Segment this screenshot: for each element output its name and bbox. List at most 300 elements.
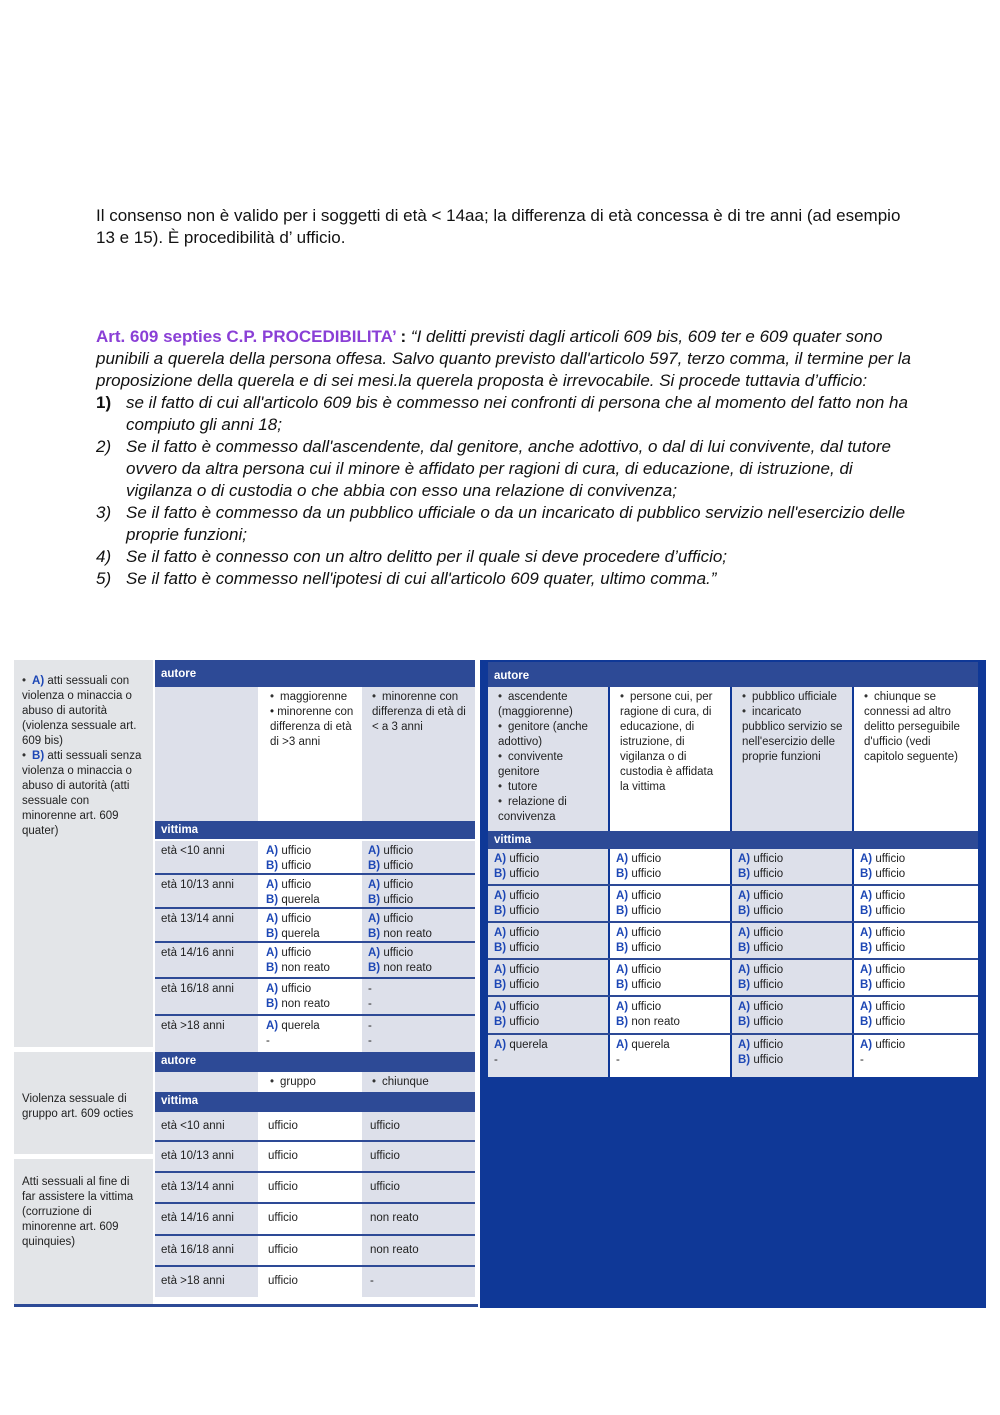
cell-line: [266, 1034, 354, 1049]
autore-text: tutore: [508, 781, 538, 793]
value-cell: [362, 943, 475, 977]
value-cell: ufficio: [362, 1112, 475, 1140]
value-cell: ufficio: [260, 1142, 360, 1171]
cell-value: ufficio: [383, 860, 414, 872]
cell-line: [738, 889, 846, 904]
value-cell: [732, 1035, 852, 1077]
age-cell: età 14/16 anni: [155, 1204, 258, 1234]
case-letter: A): [368, 879, 381, 891]
value-cell: ufficio: [362, 1142, 475, 1171]
value-cell: [362, 1016, 475, 1052]
cell-line: [266, 997, 354, 1012]
value-cell: non reato: [362, 1204, 475, 1234]
article-609-septies: [96, 326, 916, 590]
cell-line: [738, 867, 846, 882]
autore-item: [494, 795, 602, 825]
letter-a: A): [32, 675, 45, 687]
value-cell: -: [362, 1267, 475, 1297]
autore-col: [488, 687, 608, 831]
value-cell: [732, 960, 852, 995]
cell-value: ufficio: [875, 979, 906, 991]
case-letter: B): [616, 942, 629, 954]
side-b-text: atti sessuali senza violenza o minaccia o abuso di autorità (atti sessuale con minorenne art. 609 quater): [22, 750, 142, 837]
value-cell: [260, 1016, 360, 1052]
case-letter: B): [616, 1016, 629, 1028]
table-row: [155, 943, 475, 977]
cell-line: [738, 1015, 846, 1030]
cell-value: ufficio: [875, 964, 906, 976]
bullet: [742, 691, 752, 703]
table-609octies-quinquies: [155, 1052, 475, 1304]
value-cell: [488, 960, 608, 995]
autore-text: genitore (anche adottivo): [498, 721, 588, 748]
item-number: 1): [96, 393, 112, 412]
case-letter: B): [368, 894, 381, 906]
article-quote: “I delitti previsti dagli articoli 609 bis, 609 ter e 609 quater sono punibili a querela della persona offesa. Salvo quanto previsto dall'articolo 597, terzo comma, il termine per la proposizione della querela e di sei mesi.la querela proposta è irrevocabile. Si procede tuttavia d’ufficio:: [96, 327, 911, 390]
cell-line: [266, 1019, 354, 1034]
cell-value: -: [494, 1054, 498, 1066]
cell-value: non reato: [281, 998, 330, 1010]
case-letter: B): [860, 979, 873, 991]
cell-value: ufficio: [875, 1039, 906, 1051]
cell-value: ufficio: [383, 845, 414, 857]
age-cell: età <10 anni: [155, 1112, 258, 1140]
autore-col-chiunque: [362, 1072, 475, 1092]
case-letter: B): [494, 868, 507, 880]
cell-line: [266, 927, 354, 942]
item-number: 2): [96, 437, 112, 456]
value-cell: [854, 1035, 978, 1077]
cell-value: ufficio: [753, 1054, 784, 1066]
item-text: Se il fatto è commesso dall'ascendente, dal genitore, anche adottivo, o dal di lui convivente, dal tutore ovvero da altra persona cui il minore è affidato per ragioni di cura, di educazione, di istruzione, di vigilanza o di custodia o che abbia con esso una relazione di convivenza;: [126, 437, 891, 500]
value-cell: [610, 960, 730, 995]
case-letter: B): [494, 979, 507, 991]
value-cell: [610, 923, 730, 958]
article-lead: [96, 326, 916, 392]
cell-value: querela: [281, 1020, 320, 1032]
table-row: [155, 979, 475, 1014]
autore-item: [738, 690, 846, 705]
case-letter: B): [368, 860, 381, 872]
autore-col-1-text: maggiorenne • minorenne con differenza di età di >3 anni: [270, 691, 354, 748]
case-letter: A): [616, 927, 629, 939]
case-letter: A): [616, 1001, 629, 1013]
value-cell: [260, 979, 360, 1014]
case-letter: A): [266, 947, 279, 959]
age-cell: età 13/14 anni: [155, 909, 258, 941]
bullet: [498, 721, 508, 733]
cell-line: [494, 1038, 602, 1053]
cell-value: ufficio: [753, 979, 784, 991]
case-letter: A): [860, 1039, 873, 1051]
bullet: [742, 706, 752, 718]
case-letter: B): [616, 868, 629, 880]
table-row: [155, 909, 475, 941]
cell-value: ufficio: [383, 894, 414, 906]
case-letter: B): [266, 860, 279, 872]
case-letter: A): [738, 1001, 751, 1013]
case-letter: A): [616, 853, 629, 865]
vittima-header: vittima: [155, 821, 475, 839]
table-row: [488, 849, 978, 884]
cell-line: [616, 904, 724, 919]
case-letter: B): [266, 962, 279, 974]
cell-line: [738, 1053, 846, 1068]
item-text: Se il fatto è commesso da un pubblico ufficiale o da un incaricato di pubblico servizio nell'esercizio delle proprie funzioni;: [126, 503, 906, 544]
list-item: [96, 502, 916, 546]
cell-line: [368, 927, 469, 942]
value-cell: [854, 923, 978, 958]
value-cell: [488, 886, 608, 921]
cell-value: ufficio: [383, 947, 414, 959]
value-cell: ufficio: [260, 1173, 360, 1202]
age-cell: età >18 anni: [155, 1016, 258, 1052]
case-letter: B): [616, 979, 629, 991]
list-item: [96, 392, 916, 436]
autore-header: autore: [155, 1052, 475, 1072]
cell-line: [860, 889, 972, 904]
autore-item: [494, 780, 602, 795]
cell-line: [368, 912, 469, 927]
cell-value: ufficio: [509, 979, 540, 991]
autore-text: convivente genitore: [498, 751, 564, 778]
value-cell: [362, 875, 475, 907]
cell-line: [266, 961, 354, 976]
cell-value: ufficio: [281, 983, 312, 995]
cell-value: non reato: [383, 928, 432, 940]
value-cell: [362, 841, 475, 873]
value-cell: ufficio: [260, 1236, 360, 1265]
cell-line: [494, 852, 602, 867]
cell-line: [266, 982, 354, 997]
item-text: Se il fatto è connesso con un altro delitto per il quale si deve procedere d’ufficio;: [126, 547, 728, 566]
cell-line: [860, 941, 972, 956]
case-letter: A): [738, 927, 751, 939]
cell-line: [738, 1038, 846, 1053]
value-cell: ufficio: [362, 1173, 475, 1202]
cell-line: [368, 1034, 469, 1049]
value-cell: [854, 886, 978, 921]
value-cell: [732, 923, 852, 958]
age-cell: età <10 anni: [155, 841, 258, 873]
table-row: [155, 1267, 475, 1297]
autore-item: [494, 750, 602, 780]
cell-value: ufficio: [753, 890, 784, 902]
cell-value: querela: [281, 894, 320, 906]
cell-value: ufficio: [875, 853, 906, 865]
value-cell: [260, 909, 360, 941]
cell-line: [738, 978, 846, 993]
cell-value: ufficio: [875, 1001, 906, 1013]
item-number: 3): [96, 503, 112, 522]
cell-line: [616, 963, 724, 978]
age-cell: età 10/13 anni: [155, 1142, 258, 1171]
cell-value: ufficio: [631, 979, 662, 991]
cell-line: [266, 912, 354, 927]
value-cell: [488, 923, 608, 958]
case-letter: A): [494, 1001, 507, 1013]
cell-line: [494, 889, 602, 904]
case-letter: A): [494, 853, 507, 865]
case-letter: A): [368, 845, 381, 857]
cell-value: ufficio: [509, 1016, 540, 1028]
autore-text: ascendente (maggiorenne): [498, 691, 573, 718]
case-letter: B): [738, 905, 751, 917]
side-box-609quinquies: Atti sessuali al fine di far assistere la vittima (corruzione di minorenne art. 609 quinquies): [14, 1159, 153, 1304]
cell-value: -: [616, 1054, 620, 1066]
case-letter: A): [368, 947, 381, 959]
cell-line: [368, 878, 469, 893]
autore-col-1: [260, 687, 360, 821]
autore-empty-cell: [155, 1072, 258, 1092]
cell-value: ufficio: [509, 868, 540, 880]
autore-text: pubblico ufficiale: [752, 691, 837, 703]
bullet: [620, 691, 630, 703]
age-cell: età 14/16 anni: [155, 943, 258, 977]
list-item: [96, 568, 916, 590]
cell-line: [860, 852, 972, 867]
cell-line: [368, 844, 469, 859]
item-text: Se il fatto è commesso nell'ipotesi di cui all'articolo 609 quater, ultimo comma.”: [126, 569, 717, 588]
cell-value: ufficio: [281, 860, 312, 872]
cell-value: non reato: [631, 1016, 680, 1028]
table-row: [155, 1016, 475, 1052]
case-letter: A): [494, 890, 507, 902]
age-cell: età >18 anni: [155, 1267, 258, 1297]
case-letter: A): [616, 890, 629, 902]
cell-value: ufficio: [509, 890, 540, 902]
cell-line: [494, 963, 602, 978]
cell-line: [860, 926, 972, 941]
chiunque-label: chiunque: [382, 1076, 429, 1088]
autore-empty-cell: [155, 687, 258, 821]
case-letter: A): [860, 890, 873, 902]
table-row: [488, 960, 978, 995]
cell-value: ufficio: [509, 942, 540, 954]
cell-value: non reato: [383, 962, 432, 974]
case-letter: B): [860, 1016, 873, 1028]
autore-col-2: [362, 687, 475, 821]
cell-value: ufficio: [875, 890, 906, 902]
value-cell: [610, 997, 730, 1033]
autore-text: persone cui, per ragione di cura, di educazione, di istruzione, di vigilanza o di custodia è affidata la vittima: [620, 691, 714, 793]
case-letter: B): [860, 868, 873, 880]
case-letter: B): [738, 1054, 751, 1066]
cell-line: [860, 1000, 972, 1015]
cell-value: ufficio: [509, 927, 540, 939]
table-row: [155, 1204, 475, 1234]
age-cell: età 13/14 anni: [155, 1173, 258, 1202]
cell-line: [860, 978, 972, 993]
cell-line: [860, 867, 972, 882]
cell-line: [860, 1038, 972, 1053]
cell-line: [616, 1000, 724, 1015]
cell-line: [616, 1038, 724, 1053]
cell-value: querela: [509, 1039, 548, 1051]
case-letter: A): [860, 853, 873, 865]
case-letter: B): [494, 905, 507, 917]
age-cell: età 16/18 anni: [155, 979, 258, 1014]
value-cell: [732, 886, 852, 921]
gruppo-label: gruppo: [280, 1076, 316, 1088]
value-cell: [260, 841, 360, 873]
autore-text: chiunque se connessi ad altro delitto perseguibile d'ufficio (vedi capitolo seguente): [864, 691, 960, 763]
cell-line: [368, 893, 469, 908]
cell-line: [494, 867, 602, 882]
cell-line: [616, 889, 724, 904]
autore-col: [610, 687, 730, 831]
cell-value: ufficio: [509, 853, 540, 865]
case-letter: A): [266, 845, 279, 857]
autore-item: [860, 690, 972, 765]
cell-line: [616, 1015, 724, 1030]
cell-line: [738, 904, 846, 919]
cell-line: [368, 961, 469, 976]
case-letter: B): [738, 1016, 751, 1028]
cell-value: -: [860, 1054, 864, 1066]
cell-line: [266, 844, 354, 859]
vittima-header: vittima: [488, 831, 978, 849]
cell-value: ufficio: [631, 890, 662, 902]
value-cell: [488, 849, 608, 884]
cell-value: ufficio: [631, 1001, 662, 1013]
cell-value: ufficio: [875, 868, 906, 880]
cell-line: [368, 859, 469, 874]
cell-line: [494, 926, 602, 941]
cell-line: [494, 978, 602, 993]
cell-line: [860, 1015, 972, 1030]
case-letter: A): [860, 964, 873, 976]
case-letter: B): [738, 942, 751, 954]
item-number: 4): [96, 547, 112, 566]
case-letter: A): [738, 964, 751, 976]
cell-value: ufficio: [281, 845, 312, 857]
autore-col-gruppo: [260, 1072, 360, 1092]
cell-line: [860, 1053, 972, 1068]
cell-value: ufficio: [753, 1001, 784, 1013]
case-letter: A): [494, 927, 507, 939]
cell-value: ufficio: [753, 905, 784, 917]
cell-line: [616, 852, 724, 867]
cell-value: ufficio: [383, 913, 414, 925]
value-cell: [488, 997, 608, 1033]
table-row: [488, 886, 978, 921]
cell-value: querela: [281, 928, 320, 940]
cell-value: ufficio: [875, 942, 906, 954]
side-box-609octies: Violenza sessuale di gruppo art. 609 octies: [14, 1052, 153, 1154]
value-cell: non reato: [362, 1236, 475, 1265]
side-a-text: atti sessuali con violenza o minaccia o abuso di autorità (violenza sessuale art. 609 bis): [22, 675, 137, 747]
value-cell: [362, 979, 475, 1014]
autore-header: autore: [488, 662, 978, 687]
cell-line: [494, 1000, 602, 1015]
cell-line: [616, 926, 724, 941]
cell-value: ufficio: [631, 964, 662, 976]
autore-header: autore: [155, 660, 475, 687]
value-cell: ufficio: [260, 1204, 360, 1234]
bullet: [498, 691, 508, 703]
autore-item: [494, 720, 602, 750]
cell-value: ufficio: [753, 1039, 784, 1051]
cell-line: [494, 941, 602, 956]
cell-line: [860, 963, 972, 978]
case-letter: A): [738, 890, 751, 902]
value-cell: [732, 849, 852, 884]
case-letter: B): [738, 868, 751, 880]
case-letter: B): [616, 905, 629, 917]
table-row: [155, 875, 475, 907]
case-letter: A): [738, 1039, 751, 1051]
cell-line: [266, 946, 354, 961]
case-letter: A): [266, 1020, 279, 1032]
cell-line: [616, 978, 724, 993]
autore-col-2-text: minorenne con differenza di età di < a 3 anni: [372, 691, 466, 733]
list-item: [96, 546, 916, 568]
case-letter: A): [494, 1039, 507, 1051]
case-letter: B): [738, 979, 751, 991]
table-609septies-cases: [488, 662, 978, 1080]
autore-item: [494, 690, 602, 720]
cell-value: ufficio: [509, 1001, 540, 1013]
cell-value: ufficio: [753, 964, 784, 976]
case-letter: A): [616, 964, 629, 976]
cell-value: ufficio: [509, 905, 540, 917]
cell-line: [738, 941, 846, 956]
table-row: [155, 1142, 475, 1171]
list-item: [96, 436, 916, 502]
cell-line: [266, 893, 354, 908]
cell-value: -: [368, 983, 372, 995]
cell-value: ufficio: [631, 905, 662, 917]
cell-value: ufficio: [753, 1016, 784, 1028]
table-row: [155, 1236, 475, 1265]
bullet: [864, 691, 874, 703]
value-cell: [260, 875, 360, 907]
cell-line: [738, 963, 846, 978]
age-cell: età 10/13 anni: [155, 875, 258, 907]
cell-value: -: [266, 1035, 270, 1047]
cell-value: -: [368, 998, 372, 1010]
table-row: [155, 1173, 475, 1202]
cell-value: ufficio: [383, 879, 414, 891]
case-letter: A): [616, 1039, 629, 1051]
cell-line: [266, 859, 354, 874]
cell-value: ufficio: [509, 964, 540, 976]
intro-paragraph: Il consenso non è valido per i soggetti di età < 14aa; la differenza di età concessa è di tre anni (ad esempio 13 e 15). È procedibilità d’ ufficio.: [96, 206, 901, 247]
case-letter: B): [266, 894, 279, 906]
vittima-header: vittima: [155, 1092, 475, 1112]
cell-value: ufficio: [753, 942, 784, 954]
case-letter: A): [368, 913, 381, 925]
autore-text: relazione di convivenza: [498, 796, 567, 823]
cell-value: ufficio: [875, 1016, 906, 1028]
cell-value: non reato: [281, 962, 330, 974]
item-text: se il fatto di cui all'articolo 609 bis è commesso nei confronti di persona che al momento del fatto non ha compiuto gli anni 18;: [126, 393, 908, 434]
case-letter: B): [860, 942, 873, 954]
cell-value: ufficio: [875, 927, 906, 939]
autore-item: [738, 705, 846, 765]
value-cell: [610, 1035, 730, 1077]
case-letter: A): [266, 913, 279, 925]
case-letter: B): [494, 942, 507, 954]
cell-line: [494, 904, 602, 919]
cell-value: ufficio: [631, 853, 662, 865]
cell-value: -: [368, 1020, 372, 1032]
case-letter: A): [860, 1001, 873, 1013]
case-letter: B): [266, 928, 279, 940]
table-row: [155, 1112, 475, 1140]
value-cell: [610, 849, 730, 884]
